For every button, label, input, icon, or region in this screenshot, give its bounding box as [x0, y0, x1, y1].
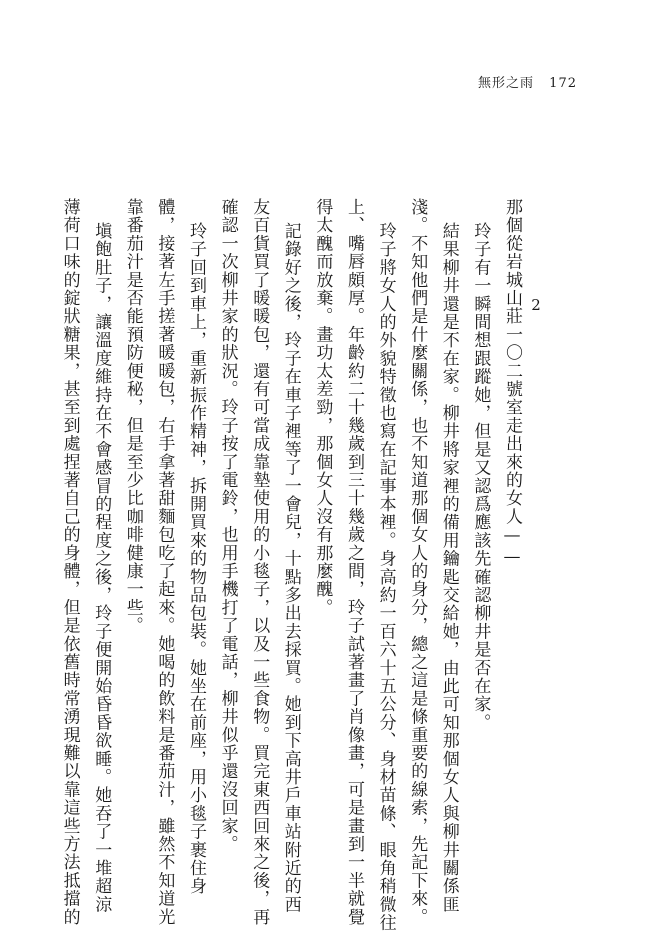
text-column: 玲子將女人的外貌特徵也寫在記事本裡。身高約一百六十五公分、身材苗條、眼角稍微往	[375, 222, 396, 932]
text-column: 上、嘴唇頗厚。年齡約二十幾歲到三十幾歲之間，玲子試著畫了肖像畫，可是畫到一半就覺	[344, 198, 364, 926]
book-title: 無形之雨	[478, 76, 535, 91]
text-column: 確認一次柳井家的狀況。玲子按了電鈴，也用手機打了電話，柳井似乎還沒回家。	[217, 198, 238, 854]
text-column: 薄荷口味的錠狀糖果，甚至到處捏著自己的身體，但是依舊時常湧現難以靠這些方法抵擋的	[59, 198, 80, 926]
text-column: 靠番茄汁是否能預防便秘，但是至少比咖啡健康一些。	[122, 198, 143, 635]
text-column: 淺。不知他們是什麼關係，也不知道那個女人的身分，總之這是條重要的線索，先記下來。	[407, 198, 428, 926]
page-number: 172	[549, 76, 577, 91]
section-number: 2	[531, 296, 541, 314]
text-column: 體，接著左手搓著暖暖包，右手拿著甜麵包吃了起來。她喝的飲料是番茄汁，雖然不知道光	[154, 198, 175, 926]
text-column: 玲子有一瞬間想跟蹤她，但是又認爲應該先確認柳井是否在家。	[470, 222, 491, 732]
text-column: 得太醜而放棄。畫功太差勁，那個女人沒有那麼醜。	[312, 198, 333, 617]
text-column: 那個從岩城山莊一〇二號室走出來的女人——	[502, 198, 522, 568]
text-column: 玲子回到車上，重新振作精神，拆開買來的物品包裝。她坐在前座，用小毯子裹住身	[186, 222, 206, 896]
text-column: 結果柳井還是不在家。柳井將家裡的備用鑰匙交給她，由此可知那個女人與柳井關係匪	[438, 222, 459, 914]
text-column: 塡飽肚子，讓溫度維持在不會感冒的程度之後，玲子便開始昏昏欲睡。她吞了一堆超涼	[91, 222, 112, 914]
text-column: 友百貨買了暖暖包，還有可當成靠墊使用的小毯子，以及一些食物。買完東西回來之後，再	[249, 198, 270, 926]
text-column: 記錄好之後，玲子在車子裡等了一會兒，十點多出去採買。她到下高井戶車站附近的西	[280, 222, 301, 914]
running-header	[478, 72, 577, 91]
